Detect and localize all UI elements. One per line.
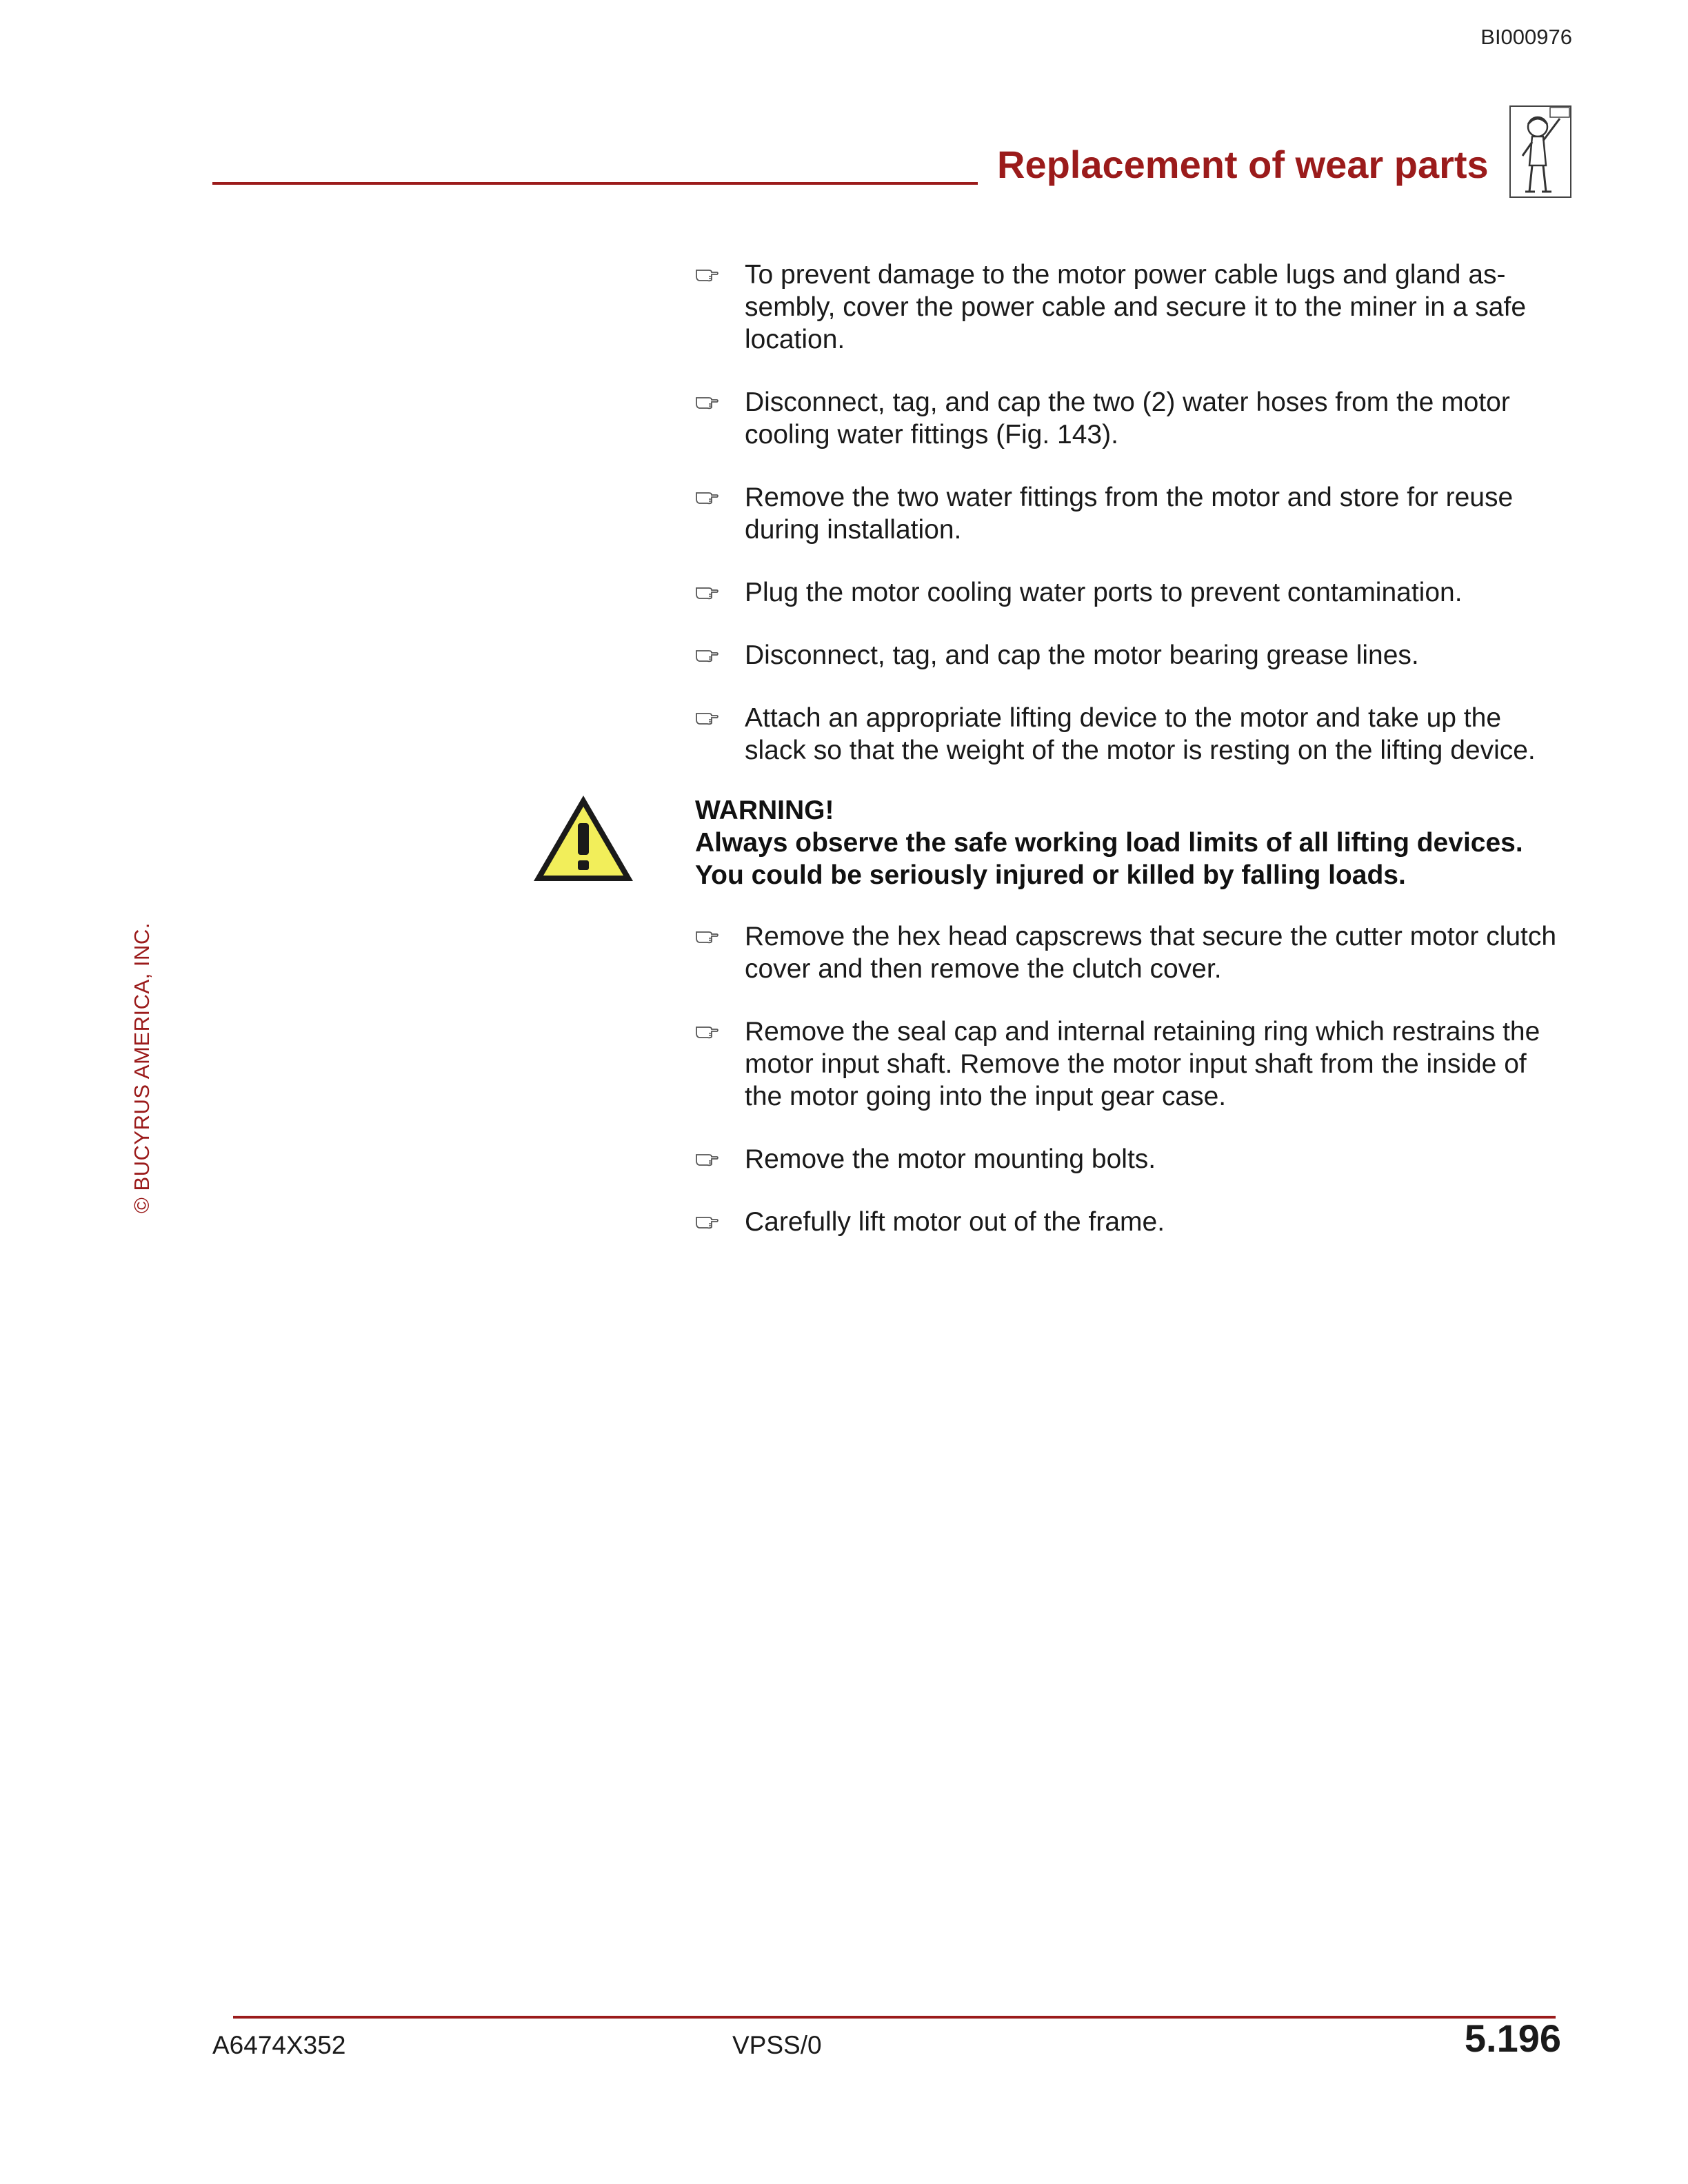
- procedure-step: [695, 576, 1564, 609]
- warning-heading: WARNING!: [695, 796, 834, 825]
- document-id: BI000976: [1480, 25, 1572, 49]
- pointing-hand-icon: [695, 708, 720, 726]
- pointing-hand-icon: [695, 1022, 720, 1040]
- procedure-step: [695, 1143, 1564, 1175]
- header-rule: [212, 182, 978, 185]
- warning-line: Always observe the safe working load limits of all lifting devices.: [695, 828, 1523, 858]
- warning-line: You could be seriously injured or killed by falling loads.: [695, 860, 1406, 890]
- step-text: Remove the hex head capscrews that secure the cutter motor clutch cover and then remove the clutch cover.: [745, 922, 1557, 984]
- pointing-hand-icon: [695, 645, 720, 663]
- pointing-hand-icon: [695, 392, 720, 410]
- pointing-hand-icon: [695, 487, 720, 505]
- copyright-notice: © BUCYRUS AMERICA, INC.: [130, 922, 154, 1213]
- step-text: Attach an appropriate lifting device to the motor and take up the slack so that the weight of the motor is resting on the lifting device.: [745, 703, 1536, 765]
- document-version: VPSS/0: [732, 2031, 822, 2059]
- pointing-hand-icon: [695, 583, 720, 600]
- step-text: Carefully lift motor out of the frame.: [745, 1207, 1165, 1237]
- procedure-content: [695, 259, 1564, 1268]
- procedure-step: [695, 481, 1564, 546]
- step-text: Disconnect, tag, and cap the two (2) water hoses from the motor cooling water fittings (Fig. 143).: [745, 387, 1510, 449]
- procedure-step: [695, 639, 1564, 671]
- step-text: Remove the two water fittings from the motor and store for reuse during installation.: [745, 483, 1514, 545]
- step-text: Remove the motor mounting bolts.: [745, 1144, 1156, 1174]
- section-title: Replacement of wear parts: [997, 143, 1489, 186]
- pointing-hand-icon: [695, 1212, 720, 1230]
- mechanic-with-tool-icon: [1507, 103, 1574, 200]
- pointing-hand-icon: [695, 1149, 720, 1167]
- procedure-step: [695, 702, 1564, 767]
- step-text: Plug the motor cooling water ports to prevent contamination.: [745, 578, 1463, 607]
- pointing-hand-icon: [695, 265, 720, 283]
- step-text: To prevent damage to the motor power cable lugs and gland as-sembly, cover the power cable and secure it to the miner in a safe location.: [745, 260, 1527, 354]
- procedure-step: [695, 1015, 1564, 1113]
- procedure-step: [695, 386, 1564, 451]
- procedure-step: [695, 1206, 1564, 1238]
- page-number: 5.196: [1464, 2016, 1561, 2060]
- warning-triangle-icon: [530, 791, 637, 885]
- step-text: Disconnect, tag, and cap the motor bearing grease lines.: [745, 640, 1419, 670]
- pointing-hand-icon: [695, 927, 720, 944]
- step-text: Remove the seal cap and internal retaining ring which restrains the motor input shaft. Remove the motor input shaft from the inside of the motor going into the input gear case.: [745, 1017, 1540, 1111]
- footer-rule: [233, 2016, 1556, 2019]
- procedure-step: [695, 920, 1564, 985]
- warning-block: [695, 794, 1564, 891]
- procedure-step: [695, 259, 1564, 356]
- document-number: A6474X352: [212, 2031, 346, 2059]
